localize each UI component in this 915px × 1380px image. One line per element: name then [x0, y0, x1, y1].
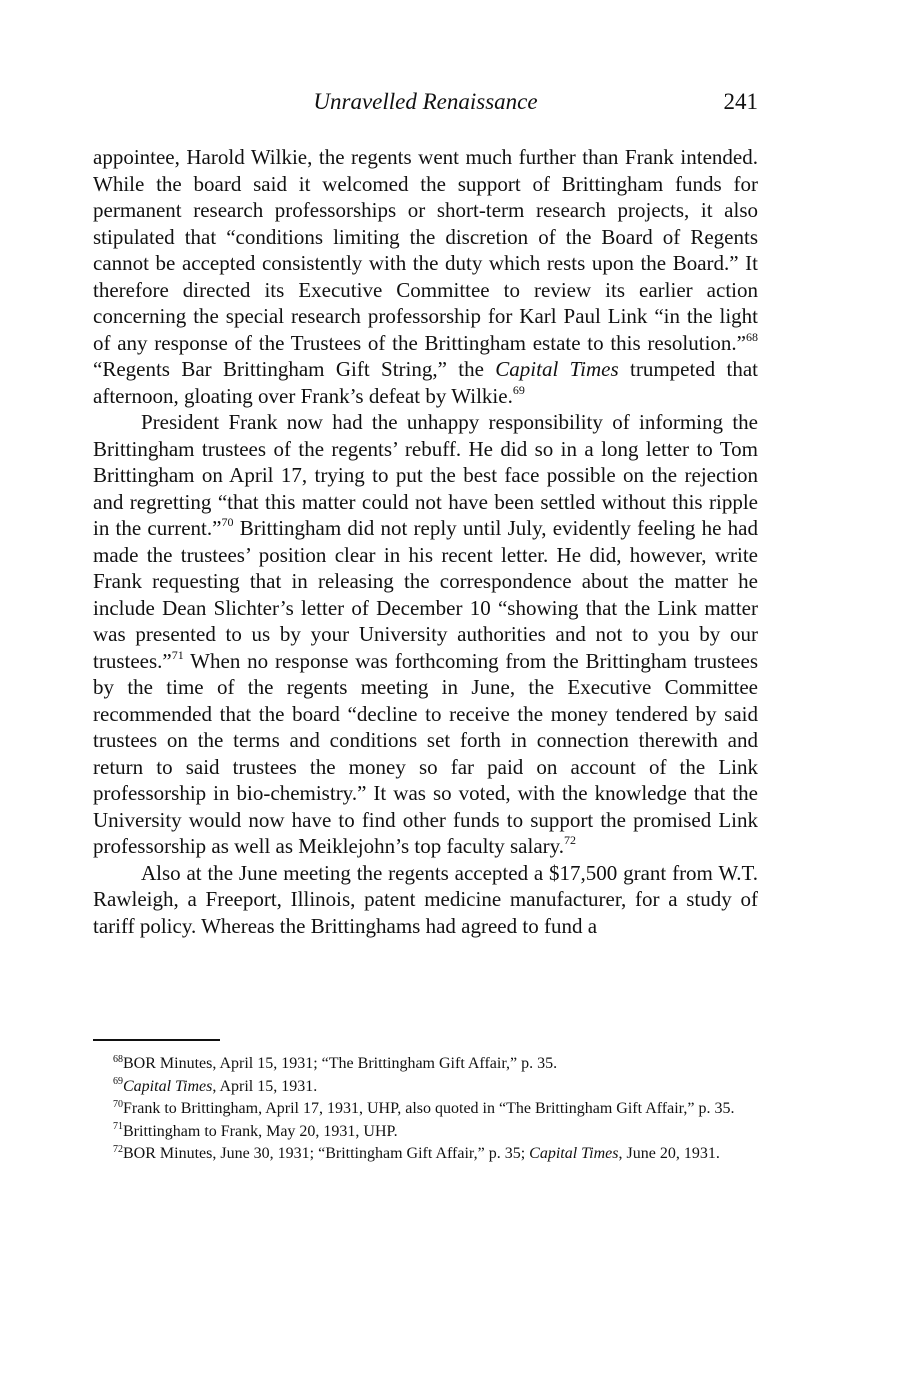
text-run: appointee, Harold Wilkie, the regents went much further than Frank intended. While the board said it welcomed the support of Brittingham funds for permanent research professorships or short-term research projects, it also stipulated that “conditions limiting the discretion of the Board of Regents cannot be accepted consistently with the duty which rests upon the Board.” It therefore directed its Executive Committee to review its earlier action concerning the special research professorship for Karl Paul Link “in the light of any response of the Trustees of the Brittingham estate to this resolution.”	[93, 145, 758, 355]
footnote-ref: 69	[512, 382, 525, 397]
newspaper-title: Capital Times	[123, 1077, 213, 1095]
footnote-number: 68	[113, 1053, 123, 1065]
paragraph	[93, 409, 758, 860]
main-text	[93, 144, 758, 939]
text-run: trumpeted that afternoon, gloating over Frank’s defeat by Wilkie.	[93, 357, 758, 408]
footnote-number: 69	[113, 1076, 123, 1088]
footnote-text: , June 20, 1931.	[618, 1145, 720, 1162]
text-run: Also at the June meeting the regents accepted a $17,500 grant from W.T. Rawleigh, a Freeport, Illinois, patent medicine manufacturer, for a study of tariff policy. Whereas the Brittinghams had agreed to fund a	[93, 860, 758, 938]
newspaper-title: Capital Times	[529, 1145, 619, 1162]
footnote	[93, 1053, 758, 1076]
footnote-text: , April 15, 1931.	[212, 1077, 318, 1095]
footnote	[93, 1143, 758, 1166]
text-run: Brittingham did not reply until July, evidently feeling he had made the trustees’ position clear in his recent letter. He did, however, write Frank requesting that in releasing the correspondence about the matter he include Dean Slichter’s letter of December 10 “showing that the Link matter was presented to us by your University authorities and not to you by our trustees.”	[93, 516, 758, 673]
footnote-text: Brittingham to Frank, May 20, 1931, UHP.	[123, 1122, 398, 1140]
footnote	[93, 1121, 758, 1144]
footnote-text: Frank to Brittingham, April 17, 1931, UHP, also quoted in “The Brittingham Gift Affair,” p. 35.	[123, 1100, 735, 1117]
footnote-text: BOR Minutes, April 15, 1931; “The Brittingham Gift Affair,” p. 35.	[123, 1055, 558, 1072]
paragraph	[93, 860, 758, 940]
page-number: 241	[723, 89, 758, 114]
text-run: When no response was forthcoming from the Brittingham trustees by the time of the regents meeting in June, the Executive Committee recommended that the board “decline to receive the money tendered by said trustees on the terms and conditions set forth in connection therewith and return to said trustees the money so far paid on account of the Link professorship in bio-chemistry.” It was so voted, with the knowledge that the University would now have to find other funds to support the promised Link professorship as well as Meiklejohn’s top faculty salary.	[93, 648, 758, 858]
footnote-number: 72	[113, 1143, 123, 1155]
footnote	[93, 1076, 758, 1099]
footnote-ref: 70	[221, 515, 234, 529]
footnote-ref: 72	[564, 833, 577, 847]
paragraph	[93, 144, 758, 409]
footnote-number: 70	[113, 1098, 123, 1110]
footnote-text: BOR Minutes, June 30, 1931; “Brittingham Gift Affair,” p. 35;	[123, 1145, 530, 1162]
footnote	[93, 1098, 758, 1121]
footnote-ref: 71	[171, 647, 184, 662]
footnotes	[93, 1053, 758, 1166]
text-run: “Regents Bar Brittingham Gift String,” the	[93, 357, 496, 381]
footnote-divider	[93, 1039, 220, 1041]
running-title: Unravelled Renaissance	[313, 89, 538, 114]
text-run: President Frank now had the unhappy responsibility of informing the Brittingham trustees of the regents’ rebuff. He did so in a long letter to Tom Brittingham on April 17, trying to put the best face possible on the rejection and regretting “that this matter could not have been settled without this ripple in the current.”	[93, 410, 758, 540]
footnote-number: 71	[113, 1121, 123, 1133]
newspaper-title: Capital Times	[495, 357, 619, 381]
footnote-ref: 68	[746, 329, 758, 344]
page-header	[93, 84, 758, 124]
